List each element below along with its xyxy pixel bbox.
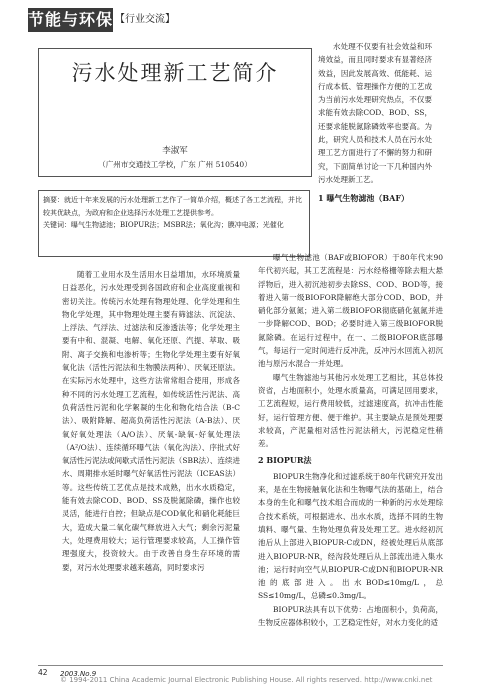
article-title: 污水处理新工艺简介 [71, 61, 279, 85]
page-header [0, 0, 504, 36]
section1-paragraph-1: 曝气生物滤池（BAF或BIOFOR）于80年代末90年代初兴起，其工艺流程是：污水经格栅等除去粗大悬浮物后，进入初沉池初步去除SS、COD、BOD等，接着进入第一级BIOFOR降解绝大部分COD、BOD，并硝化部分氨氮；进入第二级BIOFOR彻底硝化氨氮并进一步降解COD、BOD；必要时进入第三级BIOFOR脱氮除磷。在运行过程中，在一、二级BIOFOR底部曝气，每运行一定时间进行反冲洗，反冲污水回流入初沉池与原污水混合一并处理。 [258, 253, 443, 369]
keywords: 关键词：曝气生物滤池；BIOPUR法；MSBR法；氧化沟；膜冲电源；光催化 [43, 221, 284, 229]
right-top-column [318, 40, 432, 208]
copyright: © 1994-2011 China Academic Journal Electronic Publishing House. All rights reserved. http://www.cnki.net [60, 676, 433, 684]
journal-logo: 节能与环保 [28, 8, 113, 32]
abstract-box [38, 190, 310, 257]
section2-paragraph-1: BIOPUR生物净化和过滤系统于80年代研究开发出来，是在生物接触氧化法和生物曝气法的基础上，结合本身的生化和曝气技术组合而成的一种新的污水处理综合技术系统，可根据进水、出水水质，选择不同的生物填料、曝气量、生物处理负荷及处理工艺。进水经初沉池后从上部进入BIOPUR-C或DN，经被处理后从底部进入BIOPUR-NR，经沟段处理后从上部流出进入集水池；运行时向空气从BIOPUR-C或DN和BIOPUR-NR池的底部进入。出水BOD≤10mg/L，总SS≤10mg/L，总磷≤0.3mg/L。 [258, 471, 443, 601]
section1-heading: 1 曝气生物滤池（BAF） [318, 193, 409, 204]
section1-paragraph-2: 曝气生物滤池与其他污水处理工艺相比，其总体投资省，占地面积小，处理水质量高，可满足回用要求，工艺流程短，运行费用较低，过滤速度高，抗冲击性能好，运行管理方便、便于维护。其主要缺点是预处理要求较高，产泥量相对活性污泥法稍大，污泥稳定性稍差。 [258, 372, 443, 449]
left-column [62, 268, 240, 574]
right-column [258, 251, 443, 629]
footer-rule [38, 665, 443, 666]
intro-paragraph: 随着工业用水及生活用水日益增加，水环境质量日益恶化，污水处理受到各国政府和企业高度重视和密切关注。传统污水处理有物理处理、化学处理和生物化学处理，其中物理处理主要有筛滤法、沉淀法、上浮法、气浮法、过滤法和反渗透法等；化学处理主要有中和、混凝、电解、氧化还原、汽提、萃取、吸附、离子交换和电渗析等；生物化学处理主要有好氧氧化法（活性污泥法和生物膜法两种）、厌氧还原法。在实际污水处理中，这些方法常常组合使用，形成各种不同的污水处理工艺流程，如传统活性污泥法、高负荷活性污泥和化学絮凝的生化和物化结合法（B-C法）、吸附降解、超高负荷活性污泥法（A-B法）、厌氧好氧处理法（A/O法）、厌氧-缺氧-好氧处理法（A²/O法）、连续循环曝气法（氧化沟法）、序批式好氧活性污泥法或间歇式活性污泥法（SBR法）、连续进水、周期排水延时曝气好氧活性污泥法（ICEAS法）等。这些传统工艺优点是技术成熟，出水水质稳定，能有效去除COD、BOD、SS及脱氮除磷，操作也较灵活，能进行自控；但缺点是COD氧化和硝化耗能巨大，造成大量二氧化碳气释放进入大气；剩余污泥量大，处理费用较大；运行管理要求较高，人工操作管理强度大，投资较大。由于改善自身生存环境的需要，对污水处理要求越来越高，同时要求污 [62, 270, 240, 572]
section2-paragraph-2: BIOPUR法具有以下优势：占地面积小，负荷高，生物反应器体积较小，工艺稳定性好，对水力变化的适 [258, 604, 443, 628]
issue-date: 2003.No.9 [60, 670, 97, 678]
section2-heading: 2 BIOPUR法 [258, 455, 312, 466]
abstract: 摘要：就近十年来发展的污水处理新工艺作了一简单介绍，概述了各工艺流程，并比较其优缺点，为政府和企业选择污水处理工艺提供参考。 [43, 196, 302, 217]
title-box [38, 48, 312, 177]
page-number: 42 [38, 668, 48, 677]
intro-continued: 水处理不仅要有社会效益和环境效益，而且同时要求有显著经济效益，因此发展高效、低能耗、运行成本低、管理操作方便的工艺成为当前污水处理研究热点，不仅要求能有效去除COD、BOD、SS，还要求能脱氮除磷效率也要高。为此，研究人员和技术人员在污水处理工艺方面进行了不懈的努力和研究，下面简单讨论一下几种国内外污水处理新工艺。 [318, 42, 432, 184]
author: 李淑军 [162, 146, 188, 156]
affiliation: （广州市交通技工学校，广东 广州 510540） [98, 160, 252, 169]
section-tag: 【行业交流】 [115, 14, 175, 25]
